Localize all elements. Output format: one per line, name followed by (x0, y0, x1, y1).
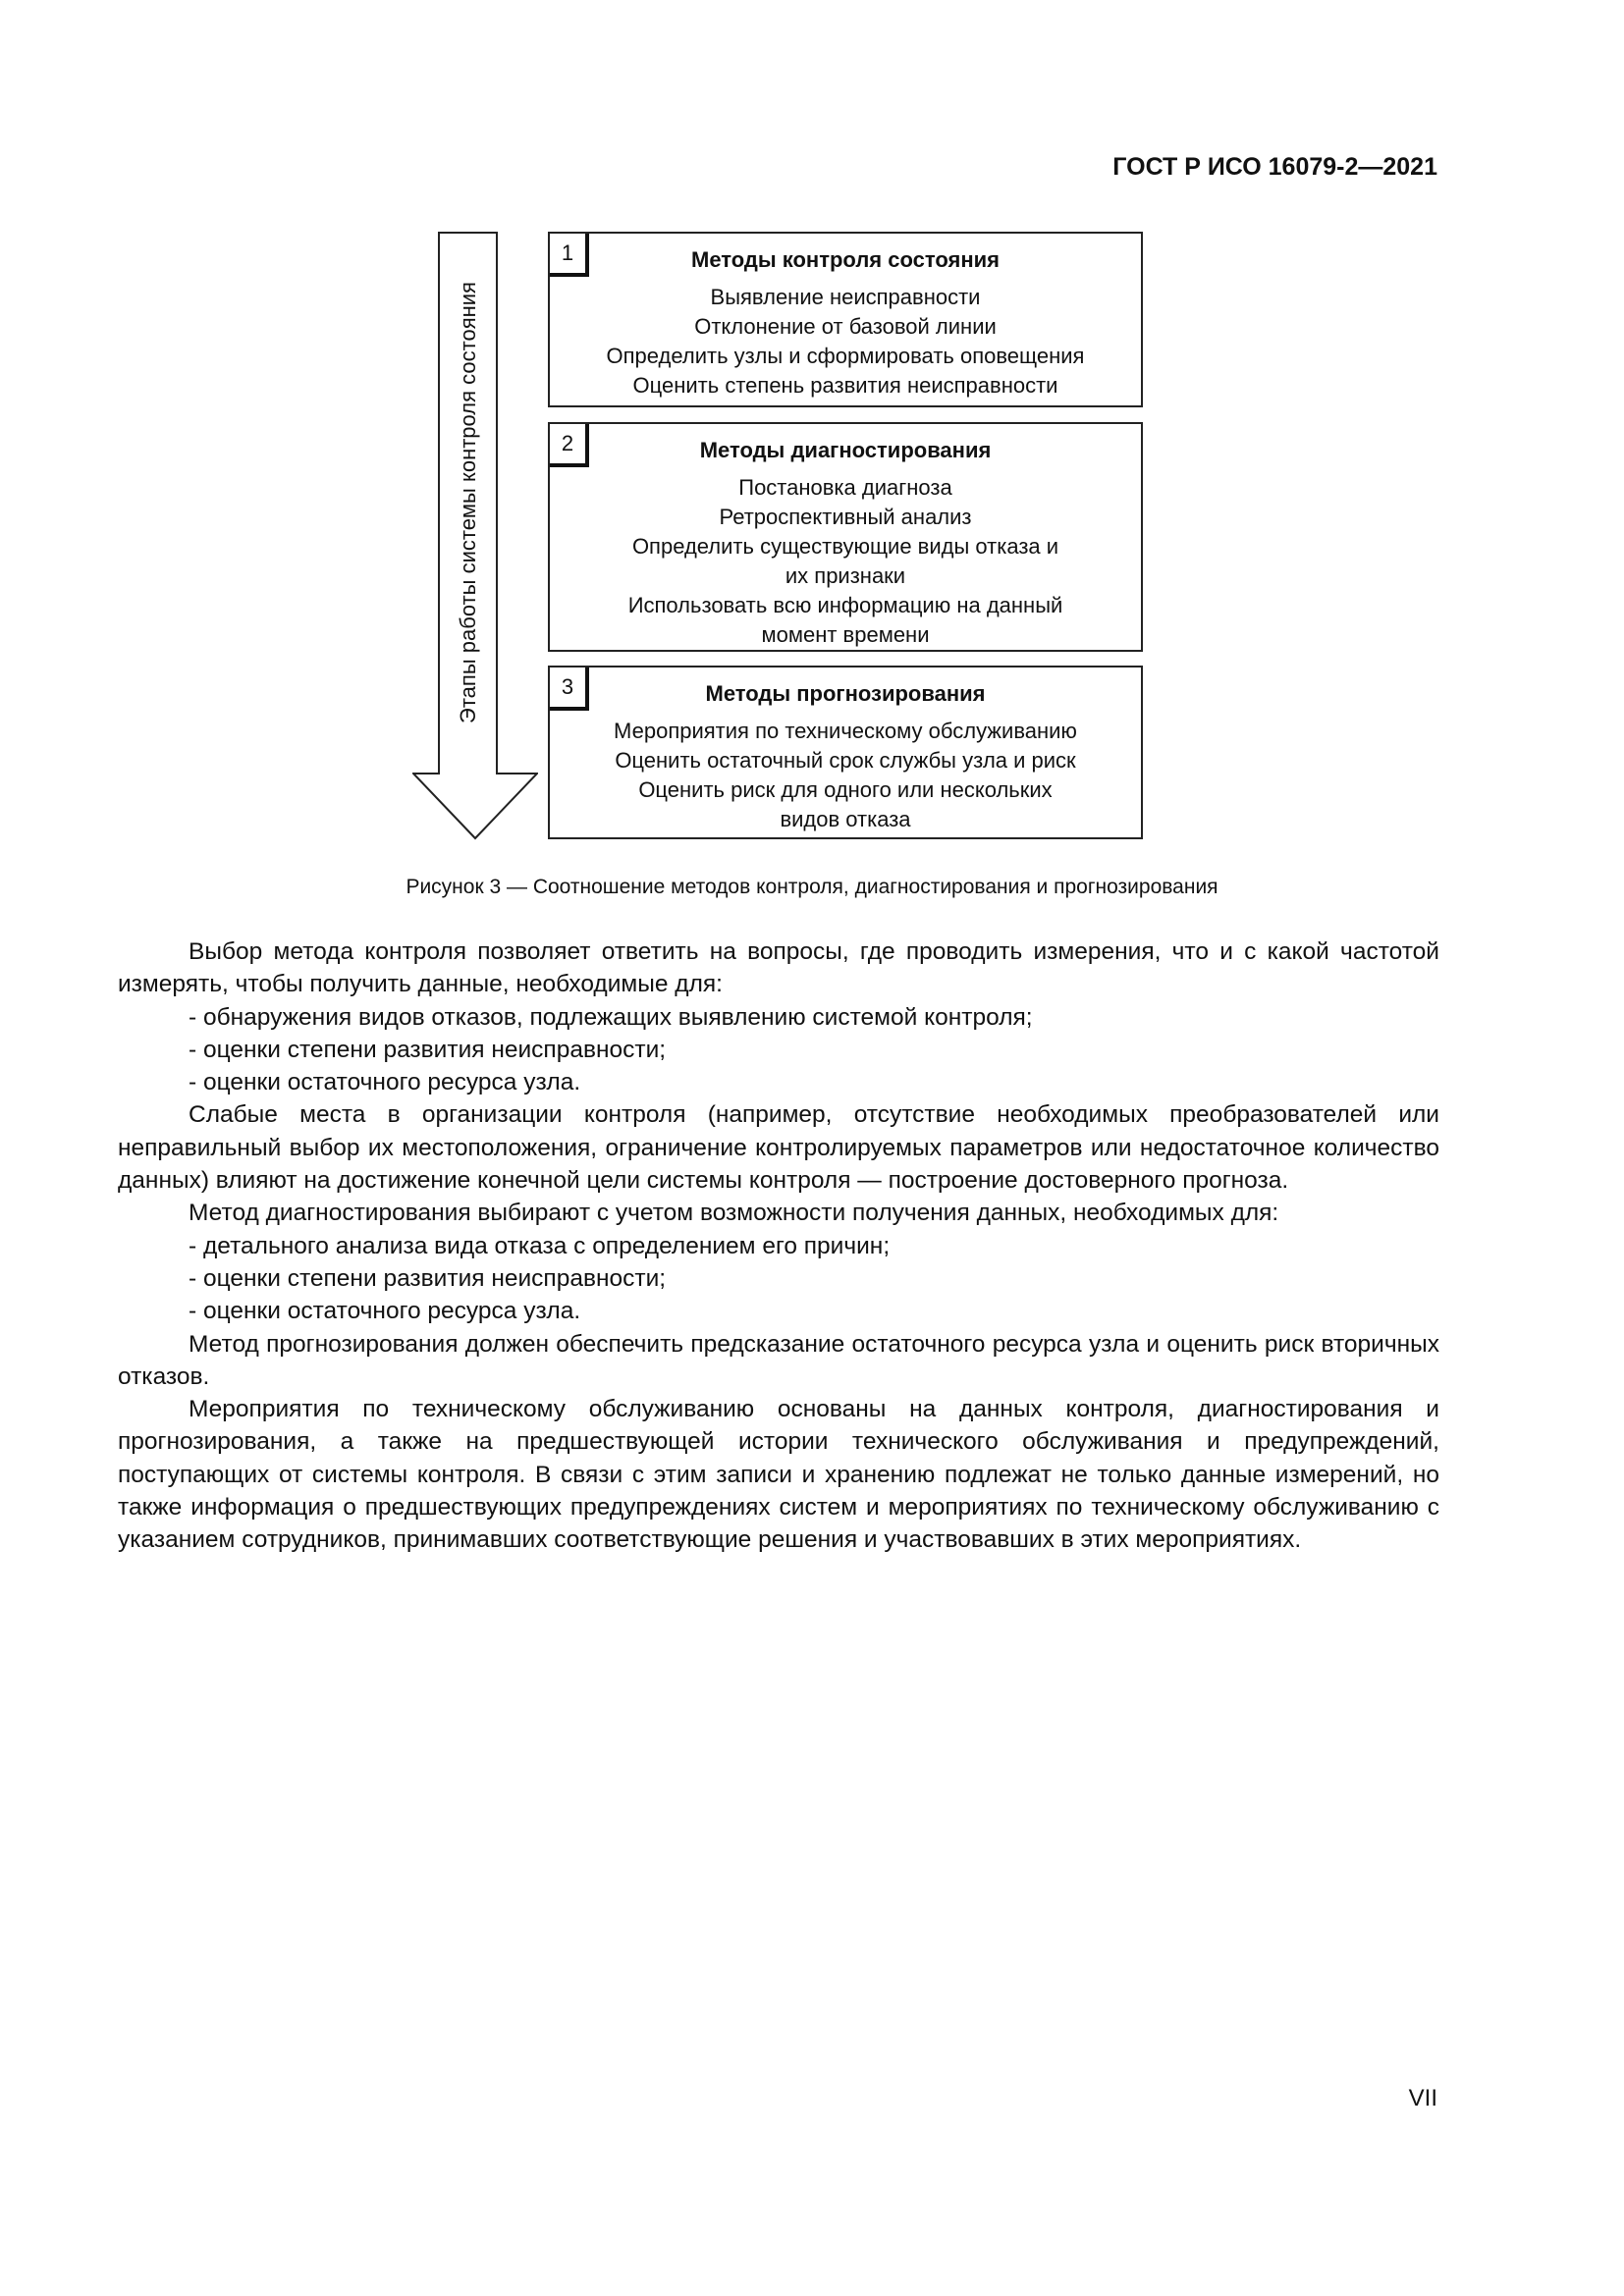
box-line: Определить существующие виды отказа и (631, 534, 1059, 559)
box-title: Методы диагностирования (699, 438, 992, 462)
box-number: 2 (550, 424, 589, 467)
box-prognostic-methods (548, 666, 1143, 839)
figure-caption: Рисунок 3 — Соотношение методов контроля, диагностирования и прогнозирования (406, 876, 1218, 898)
list-item: - оценки остаточного ресурса узла. (189, 1298, 581, 1325)
box-number: 3 (550, 667, 589, 711)
list-item: - детального анализа вида отказа с определением его причин; (189, 1232, 891, 1259)
box-line: их признаки (785, 563, 906, 588)
box-title: Методы прогнозирования (705, 681, 986, 706)
box-line: Оценить риск для одного или нескольких (638, 777, 1053, 802)
paragraph: Слабые места в организации контроля (например, отсутствие необходимых преобразователей или неправильный выбор их местоположения, ограничение контролируемых параметров или недостаточное количество данных) влияют на достижение конечной цели системы контроля — построение достоверного прогноза. (118, 1101, 1439, 1195)
paragraph: Метод прогнозирования должен обеспечить предсказание остаточного ресурса узла и оценить риск вторичных отказов. (118, 1330, 1439, 1390)
body-text (118, 935, 1439, 1557)
box-line: Постановка диагноза (738, 475, 952, 500)
box-line: Ретроспективный анализ (719, 505, 972, 529)
paragraph: Выбор метода контроля позволяет ответить на вопросы, где проводить измерения, что и с какой частотой измерять, чтобы получить данные, необходимые для: (118, 938, 1439, 998)
arrow-label: Этапы работы системы контроля состояния (456, 282, 480, 723)
box-line: Оценить остаточный срок службы узла и риск (615, 748, 1076, 773)
box-line: Отклонение от базовой линии (694, 314, 997, 339)
list-item: - обнаружения видов отказов, подлежащих выявлению системой контроля; (189, 1003, 1033, 1031)
box-line: момент времени (761, 622, 930, 647)
box-line: Определить узлы и сформировать оповещения (606, 344, 1085, 368)
list-item: - оценки степени развития неисправности; (189, 1264, 667, 1292)
box-diagnostic-methods (548, 422, 1143, 652)
box-monitoring-methods (548, 232, 1143, 407)
box-line: Использовать всю информацию на данный (627, 593, 1063, 617)
document-header: ГОСТ Р ИСО 16079-2—2021 (1112, 153, 1437, 181)
box-title: Методы контроля состояния (691, 247, 1000, 272)
page-number: VII (1408, 2085, 1437, 2111)
paragraph: Мероприятия по техническому обслуживанию основаны на данных контроля, диагностирования и прогнозирования, а также на предшествующей истории технического обслуживания и предупреждений, поступающих от системы контроля. В связи с этим записи и хранению подлежат не только данные измерений, но также информация о предшествующих предупреждениях систем и мероприятиях по техническому обслуживанию с указанием сотрудников, принимавших соответствующие решения и участвовавших в этих мероприятиях. (118, 1396, 1439, 1554)
list-item: - оценки остаточного ресурса узла. (189, 1069, 581, 1096)
box-line: видов отказа (780, 807, 911, 831)
box-line: Оценить степень развития неисправности (632, 373, 1058, 398)
list-item: - оценки степени развития неисправности; (189, 1036, 667, 1063)
box-line: Мероприятия по техническому обслуживанию (614, 719, 1077, 743)
box-number: 1 (550, 234, 589, 277)
box-line: Выявление неисправности (710, 285, 981, 309)
paragraph: Метод диагностирования выбирают с учетом возможности получения данных, необходимых для: (189, 1200, 1279, 1227)
